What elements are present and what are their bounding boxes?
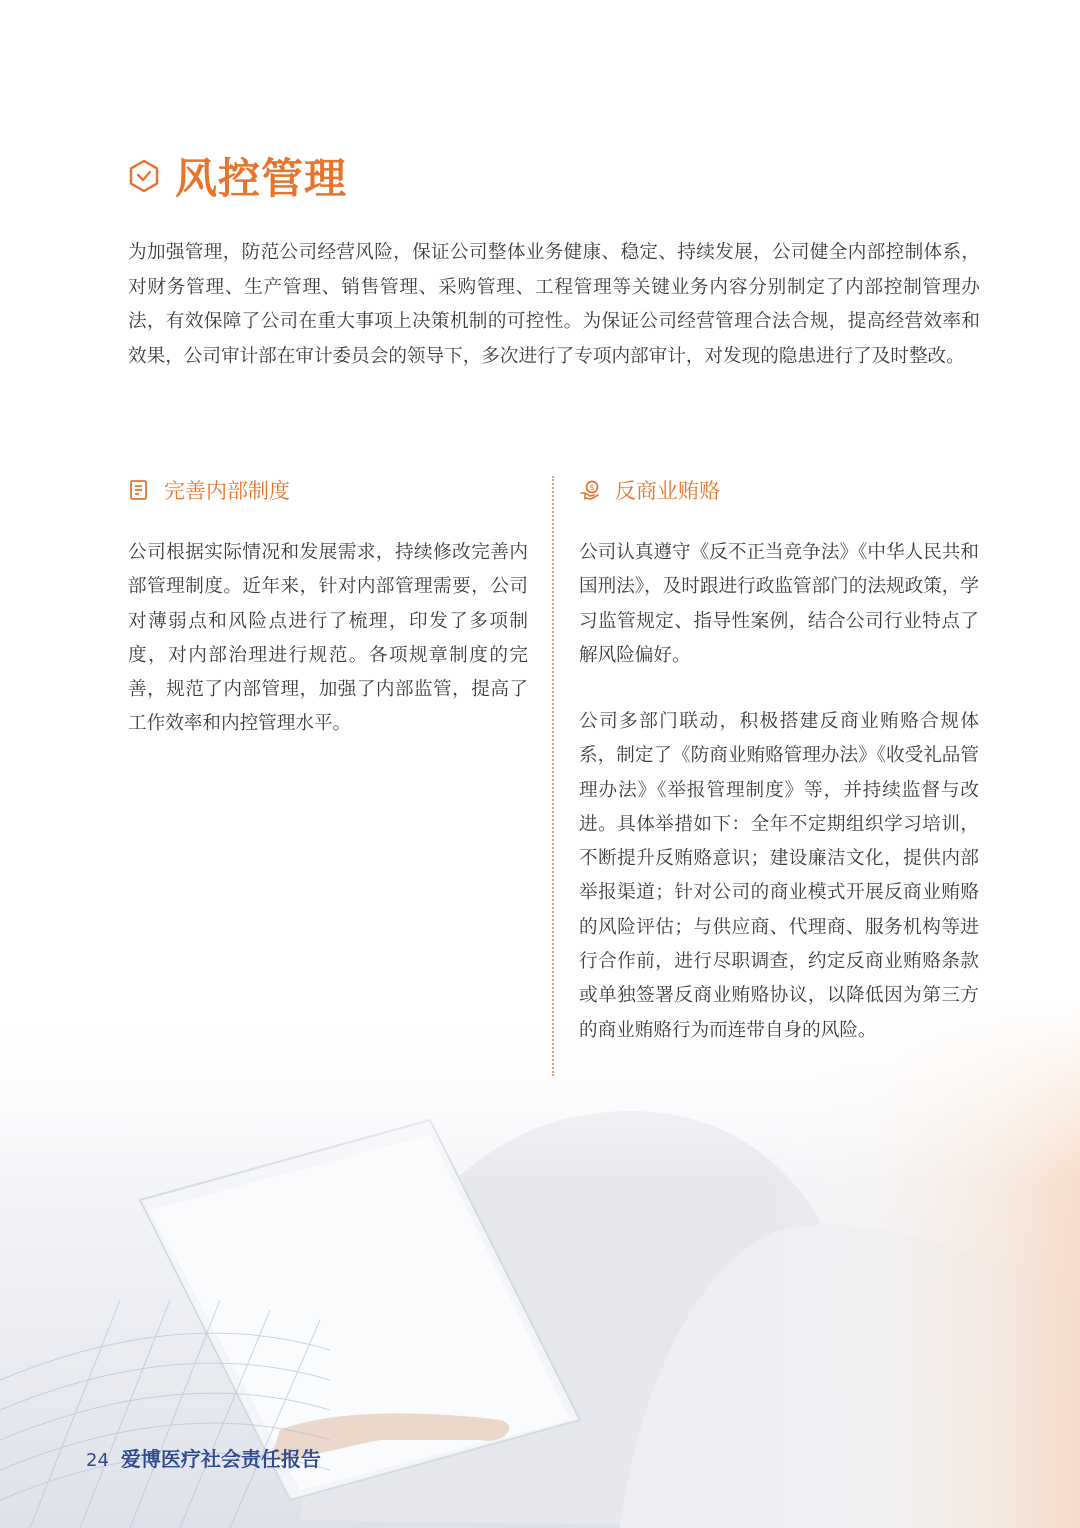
hand-money-icon — [579, 479, 601, 501]
page-number: 24 — [86, 1450, 109, 1471]
svg-text:$: $ — [589, 483, 595, 492]
page-title: 风控管理 — [175, 154, 348, 203]
right-section-header — [579, 475, 720, 505]
right-section-heading: 反商业贿赂 — [615, 479, 720, 503]
shield-check-icon — [127, 159, 161, 193]
intro-paragraph: 为加强管理，防范公司经营风险，保证公司整体业务健康、稳定、持续发展，公司健全内部控制体系，对财务管理、生产管理、销售管理、采购管理、工程管理等关键业务内容分别制定了内部控制管理办法，有效保障了公司在重大事项上决策机制的可控性。为保证公司经营管理合法合规，提高经营效率和效果，公司审计部在审计委员会的领导下，多次进行了专项内部审计，对发现的隐患进行了及时整改。 — [128, 242, 980, 367]
page-footer — [86, 1443, 321, 1472]
report-title: 爱博医疗社会责任报告 — [120, 1447, 321, 1471]
document-list-icon — [128, 479, 150, 501]
right-section-paragraph-1: 公司认真遵守《反不正当竞争法》《中华人民共和国刑法》，及时跟进行政监管部门的法规政策，学习监管规定、指导性案例，结合公司行业特点了解风险偏好。 — [579, 542, 979, 666]
left-section-body: 公司根据实际情况和发展需求，持续修改完善内部管理制度。近年来，针对内部管理需要，公司对薄弱点和风险点进行了梳理，印发了多项制度，对内部治理进行规范。各项规章制度的完善，规范了内部管理，加强了内部监管，提高了工作效率和内控管理水平。 — [128, 542, 528, 735]
column-divider — [552, 476, 554, 1076]
right-section-paragraph-2: 公司多部门联动，积极搭建反商业贿赂合规体系，制定了《防商业贿赂管理办法》《收受礼品管理办法》《举报管理制度》等，并持续监督与改进。具体举措如下：全年不定期组织学习培训，不断提升反贿赂意识；建设廉洁文化，提供内部举报渠道；针对公司的商业模式开展反商业贿赂的风险评估；与供应商、代理商、服务机构等进行合作前，进行尽职调查，约定反商业贿赂条款或单独签署反商业贿赂协议，以降低因为第三方的商业贿赂行为而连带自身的风险。 — [579, 711, 979, 1041]
section-title-block — [127, 148, 347, 204]
left-section-heading: 完善内部制度 — [164, 479, 290, 503]
left-section-header — [128, 475, 290, 505]
